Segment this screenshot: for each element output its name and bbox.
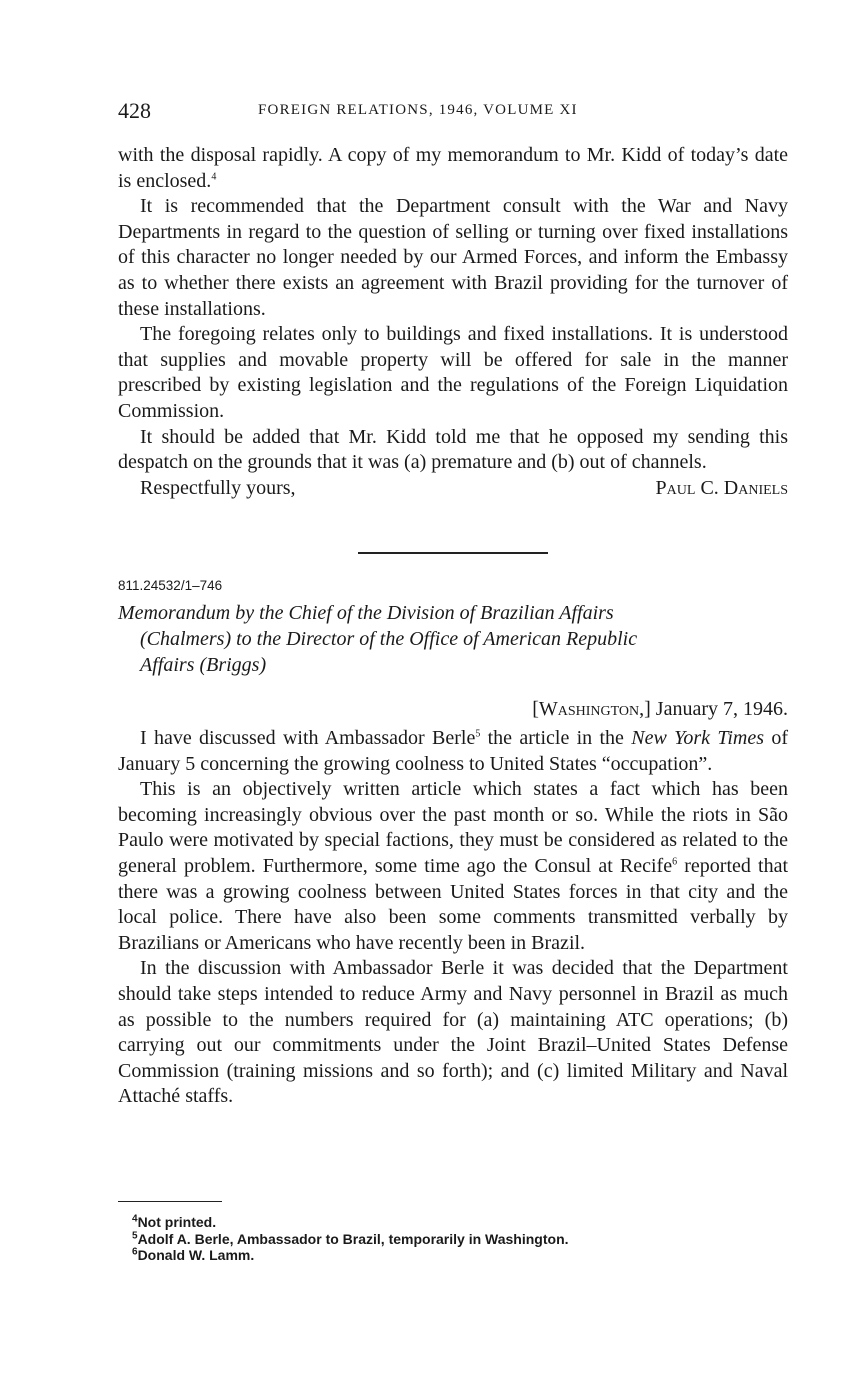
footnote-ref-4[interactable]: 4 [211, 170, 217, 182]
memo-paragraph-3: In the discussion with Ambassador Berle it was decided that the Department should take steps intended to reduce Army and Navy personnel in Brazil as much as possible to the numbers required for (a) maintaining ATC operations; (b) carrying out our commitments under the Joint Brazil–United States Defense Commission (training missions and so forth); and (c) limited Military and Naval Attaché staffs. [118, 957, 788, 1108]
dateline [532, 698, 788, 721]
memo-title-line: Affairs (Briggs) [140, 654, 267, 676]
memo-body [118, 726, 788, 1110]
footnote-rule [118, 1201, 222, 1202]
memo-paragraph-2: This is an objectively written article which states a fact which has been becoming increasingly obvious over the past month or so. While the riots in São Paulo were motivated by special factions, they must be considered as related to the general problem. Furthermore, some time ago the Consul at Recife$^6$ reported that there was a growing coolness between United States forces in that city and the local police. There have also been some comments transmitted verbally by Brazilians or Americans who have recently been in Brazil. [118, 778, 789, 954]
memo-title-line: (Chalmers) to the Director of the Office of American Republic [140, 628, 638, 650]
running-head: FOREIGN RELATIONS, 1946, VOLUME XI [258, 102, 578, 118]
dateline-place: [Washington,] [532, 698, 651, 720]
dateline-date: January 7, 1946. [650, 698, 788, 720]
letter-body [118, 143, 788, 501]
footnotes [132, 1214, 569, 1264]
footnote: $^4$Not printed. [132, 1213, 217, 1230]
memo-paragraph-1: I have discussed with Ambassador Berle$^5$ the article in the New York Times of January 5 concerning the growing coolness to United States “occupation”. [118, 727, 788, 775]
page-number: 428 [118, 98, 151, 123]
memo-title [118, 600, 788, 678]
signature: Paul C. Daniels [655, 476, 788, 499]
letter-paragraph-4: It should be added that Mr. Kidd told me that he opposed my sending this despatch on the grounds that it was (a) premature and (b) out of channels. [118, 425, 788, 474]
file-code: 811.24532/1–746 [118, 578, 223, 593]
section-divider [358, 552, 548, 554]
memo-title-line: Memorandum by the Chief of the Division of Brazilian Affairs [118, 602, 614, 624]
footnote-ref-6[interactable]: 6 [672, 856, 678, 868]
letter-paragraph-3: The foregoing relates only to buildings and fixed installations. It is understood that supplies and movable property will be offered for sale in the manner prescribed by existing legislation and the regulations of the Foreign Liquidation Commission. [118, 323, 788, 422]
complimentary-close: Respectfully yours, [140, 476, 296, 499]
publication-title: New York Times [631, 727, 765, 749]
footnote-ref-5[interactable]: 5 [475, 728, 481, 740]
footnote: $^5$Adolf A. Berle, Ambassador to Brazil, temporarily in Washington. [132, 1229, 569, 1247]
letter-closing [118, 476, 788, 502]
letter-paragraph-2: It is recommended that the Department consult with the War and Navy Departments in regard to the question of selling or turning over fixed installations of this character no longer needed by our Armed Forces, and inform the Embassy as to whether there exists an agreement with Brazil providing for the turnover of these installations. [118, 195, 788, 320]
footnote: $^6$Donald W. Lamm. [132, 1246, 255, 1263]
letter-paragraph-1: with the disposal rapidly. A copy of my memorandum to Mr. Kidd of today’s date is enclosed.$^4$ [118, 144, 788, 192]
page-header [118, 98, 788, 128]
